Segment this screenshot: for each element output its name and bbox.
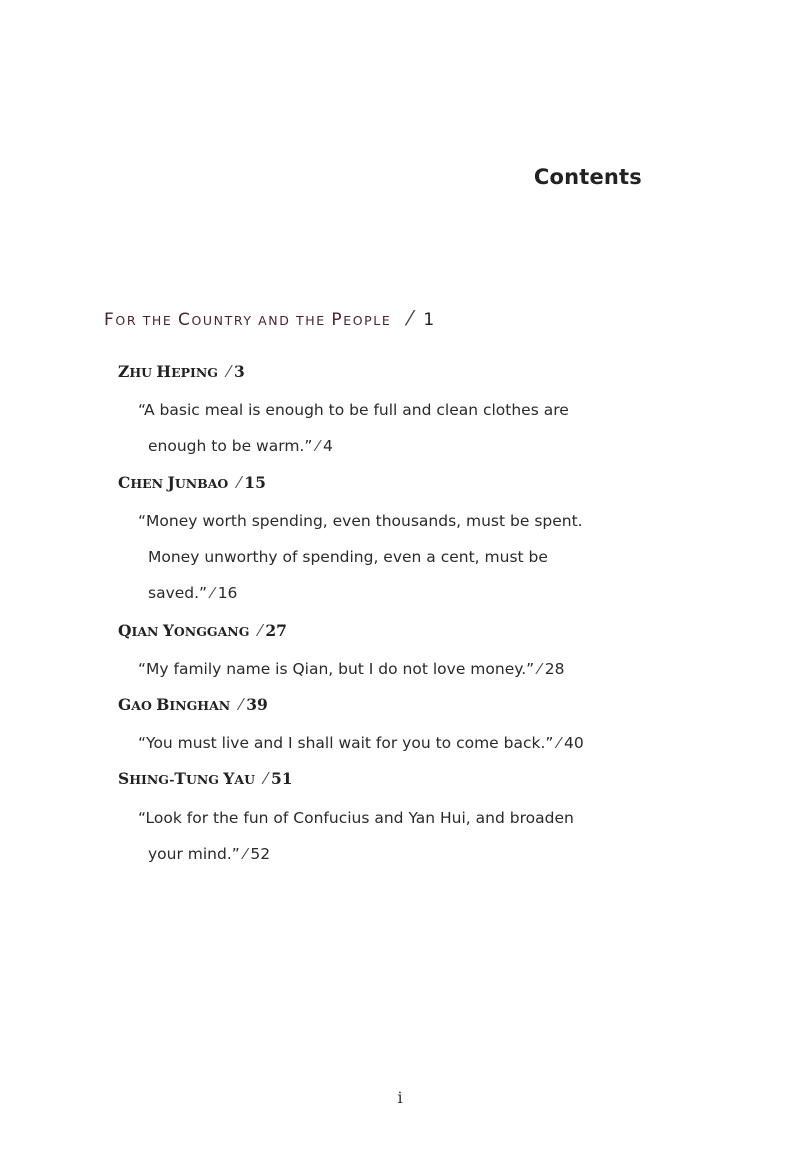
part-heading-small: OUNTRY AND THE: [191, 313, 332, 328]
toc-entry-zhu-heping[interactable]: [118, 362, 245, 381]
entry-page-number: 39: [246, 695, 268, 714]
toc-entry-chen-junbao[interactable]: [118, 473, 266, 492]
entry-page-number: 51: [270, 769, 293, 788]
entry-name-cap: H: [156, 362, 172, 381]
slash-separator: ⁄: [239, 696, 243, 714]
toc-quote[interactable]: [138, 651, 628, 687]
quote-line: Money unworthy of spending, even a cent, must be: [148, 548, 548, 566]
entry-name-cap: T: [174, 769, 186, 788]
entry-name-small: HEN: [130, 476, 168, 491]
part-heading[interactable]: [104, 306, 436, 330]
part-page-number: 1: [423, 310, 436, 330]
page-title: Contents: [533, 165, 642, 189]
entry-page-number: 3: [233, 362, 245, 381]
quote-line: your mind.”: [148, 845, 240, 863]
entry-page-number: 15: [244, 473, 266, 492]
quote-page-number: 28: [544, 660, 565, 678]
entry-name-small: UNG: [185, 772, 224, 787]
entry-name-small: INGHAN: [169, 698, 231, 713]
quote-line: “My family name is Qian, but I do not love money.”: [138, 660, 535, 678]
entry-name-cap: Z: [118, 362, 130, 381]
slash-separator: ⁄: [258, 622, 262, 640]
entry-name-cap: S: [118, 769, 130, 788]
entry-name-small: HING-: [129, 772, 175, 787]
slash-separator: ⁄: [211, 584, 214, 602]
toc-entry-shing-tung-yau[interactable]: [118, 769, 293, 788]
entry-name-small: UNBAO: [174, 476, 229, 491]
quote-page-number: 16: [217, 584, 238, 602]
entry-name-small: AO: [131, 698, 157, 713]
part-heading-cap: P: [331, 310, 344, 330]
entry-name-cap: J: [167, 473, 175, 492]
entry-name-cap: C: [118, 473, 131, 492]
page-folio: i: [397, 1088, 403, 1107]
entry-name-cap: G: [118, 695, 132, 714]
toc-entry-qian-yonggang[interactable]: [118, 621, 287, 640]
quote-line: saved.”: [148, 584, 208, 602]
toc-quote[interactable]: [138, 800, 628, 872]
entry-name-small: IAN: [131, 624, 163, 639]
quote-line: “A basic meal is enough to be full and clean clothes are: [138, 401, 569, 419]
entry-name-cap: B: [156, 695, 170, 714]
slash-separator: ⁄: [237, 474, 241, 492]
quote-line: enough to be warm.”: [148, 437, 313, 455]
entry-name-small: ONGGANG: [173, 624, 250, 639]
slash-separator: ⁄: [557, 734, 561, 752]
entry-name-small: AU: [234, 772, 255, 787]
slash-separator: ⁄: [264, 770, 267, 788]
entry-name-cap: Y: [223, 769, 235, 788]
toc-quote[interactable]: [138, 392, 628, 464]
entry-page-number: 27: [265, 621, 287, 640]
slash-separator: ⁄: [316, 437, 319, 455]
slash-separator: ⁄: [243, 845, 247, 863]
part-heading-small: OR THE: [115, 313, 178, 328]
entry-name-small: HU: [129, 365, 157, 380]
part-heading-small: EOPLE: [343, 313, 392, 328]
quote-line: “You must live and I shall wait for you to come back.”: [138, 734, 554, 752]
quote-page-number: 52: [250, 845, 271, 863]
part-heading-cap: F: [104, 310, 116, 330]
toc-entry-gao-binghan[interactable]: [118, 695, 268, 714]
slash-separator: ⁄: [227, 363, 230, 381]
quote-line: “Money worth spending, even thousands, must be spent.: [138, 512, 583, 530]
slash-separator: ⁄: [408, 306, 414, 330]
quote-line: “Look for the fun of Confucius and Yan Hui, and broaden: [138, 809, 574, 827]
entry-name-cap: Q: [118, 621, 132, 640]
slash-separator: ⁄: [538, 660, 541, 678]
entry-name-cap: Y: [162, 621, 174, 640]
quote-page-number: 4: [322, 437, 333, 455]
part-heading-cap: C: [178, 310, 192, 330]
entry-name-small: EPING: [171, 365, 218, 380]
quote-page-number: 40: [564, 734, 584, 752]
toc-quote[interactable]: [138, 725, 628, 761]
toc-quote[interactable]: [138, 503, 628, 611]
